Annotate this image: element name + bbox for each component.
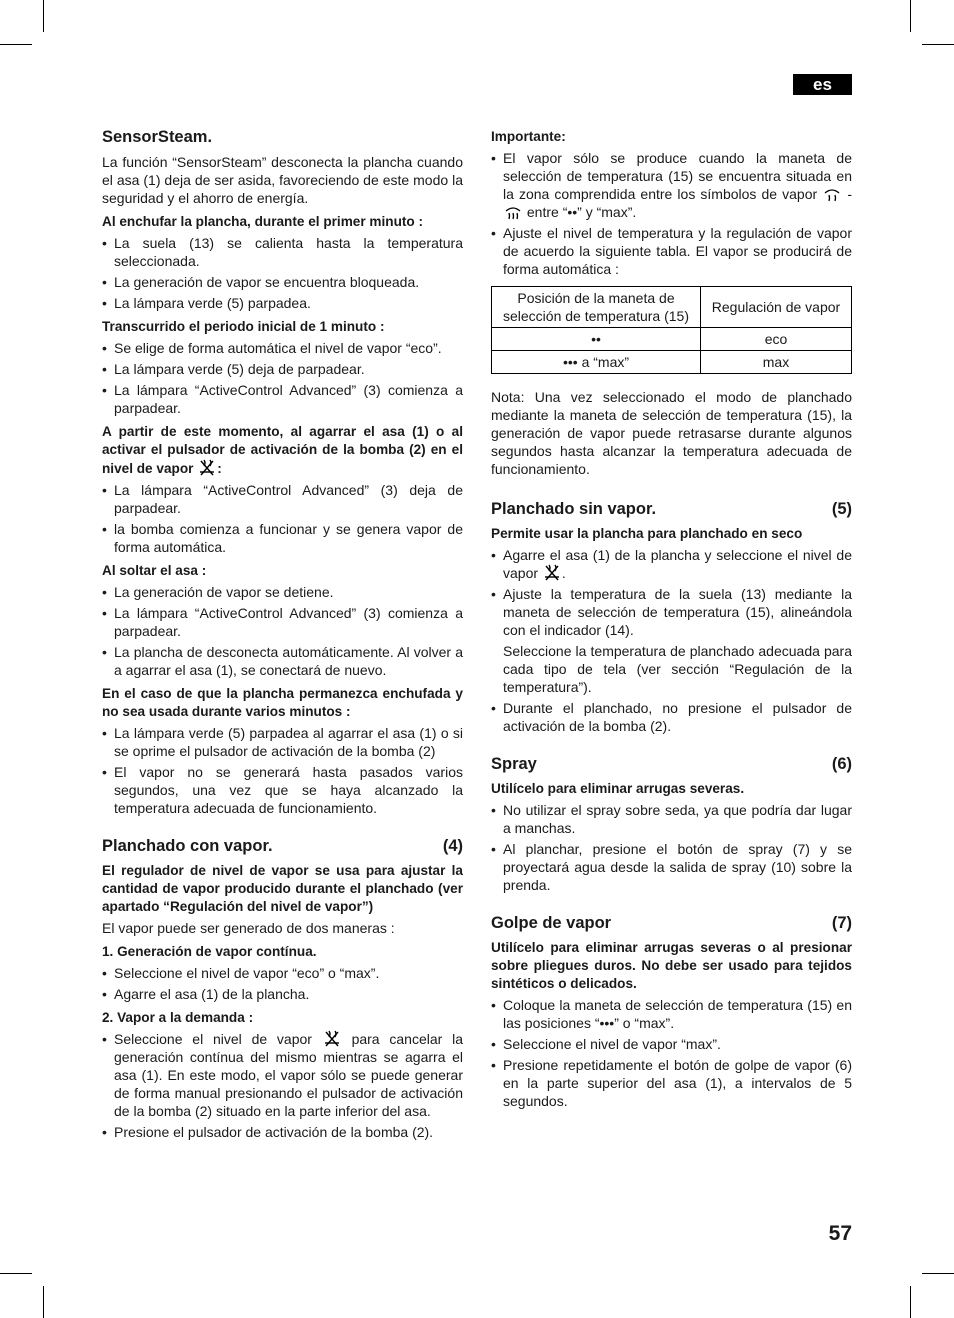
bullet-list <box>102 724 463 817</box>
bullet-list <box>102 583 463 679</box>
list-item: • Agarre el asa (1) de la plancha. <box>102 985 463 1003</box>
subheading: El regulador de nivel de vapor se usa para ajustar la cantidad de vapor producido durante el planchado (ver apartado “Regulación del nivel de vapor”) <box>102 863 463 914</box>
crop-mark <box>0 1273 32 1274</box>
list-item: • La lámpara verde (5) deja de parpadear. <box>102 360 463 378</box>
subheading: En el caso de que la plancha permanezca enchufada y no sea usada durante varios minutos : <box>102 686 463 719</box>
table-header-cell: Posición de la maneta de selección de temperatura (15) <box>492 287 701 328</box>
list-item: • la bomba comienza a funcionar y se genera vapor de forma automática. <box>102 520 463 556</box>
list-item-continuation: Seleccione la temperatura de planchado adecuada para cada tipo de tela (ver sección “Regulación de la temperatura”). <box>503 643 852 695</box>
crop-mark <box>43 0 44 32</box>
list-item: • El vapor sólo se produce cuando la maneta de selección de temperatura (15) se encuentra situada en la zona comprendida entre los símbolos de vapor - entre “••” y “max”. <box>491 149 852 221</box>
paragraph: La función “SensorSteam” desconecta la plancha cuando el asa (1) deja de ser asida, favoreciendo de este modo la seguridad y el ahorro de energía. <box>102 154 463 206</box>
list-item: • Seleccione el nivel de vapor para cancelar la generación contínua del mismo mientras se agarra el asa (1). En este modo, el vapor sólo se puede generar de forma manual presionando el pulsador de activación de la bomba (2) situado en la parte inferior del asa. <box>102 1030 463 1120</box>
table-header-row <box>492 287 852 328</box>
list-item: • La lámpara verde (5) parpadea. <box>102 294 463 312</box>
section-title-spray: Spray (6) <box>491 755 852 773</box>
crop-mark <box>910 1286 911 1318</box>
section-title-planchado-sin-vapor: Planchado sin vapor. (5) <box>491 500 852 518</box>
language-badge: es <box>793 74 852 95</box>
table-row <box>492 351 852 374</box>
table-cell: ••• a “max” <box>492 351 701 374</box>
list-item: • Durante el planchado, no presione el pulsador de activación de la bomba (2). <box>491 699 852 735</box>
right-column <box>491 126 852 1114</box>
section-title-golpe-de-vapor: Golpe de vapor (7) <box>491 914 852 932</box>
crop-mark <box>922 1273 954 1274</box>
crop-mark <box>43 1286 44 1318</box>
bullet-list <box>102 1030 463 1141</box>
list-item: • Presione repetidamente el botón de golpe de vapor (6) en la parte superior del asa (1), a intervalos de 5 segundos. <box>491 1056 852 1110</box>
list-item: • Seleccione el nivel de vapor “eco” o “max”. <box>102 964 463 982</box>
list-item: • Se elige de forma automática el nivel de vapor “eco”. <box>102 339 463 357</box>
list-item: • No utilizar el spray sobre seda, ya que podría dar lugar a manchas. <box>491 801 852 837</box>
bullet-list <box>491 149 852 278</box>
page-number: 57 <box>828 1222 852 1245</box>
left-column <box>102 126 463 1145</box>
subheading: Utilícelo para eliminar arrugas severas. <box>491 781 745 796</box>
crop-mark <box>910 0 911 32</box>
subheading: 1. Generación de vapor contínua. <box>102 944 317 959</box>
list-item: • La suela (13) se calienta hasta la temperatura seleccionada. <box>102 234 463 270</box>
table-cell: max <box>701 351 852 374</box>
list-item: • Al planchar, presione el botón de spray (7) y se proyectará agua desde la salida de spray (10) sobre la prenda. <box>491 840 852 894</box>
list-item: • Seleccione el nivel de vapor “max”. <box>491 1035 852 1053</box>
list-item: • La plancha de desconecta automáticamente. Al volver a a agarrar el asa (1), se conectará de nuevo. <box>102 643 463 679</box>
bullet-list <box>102 234 463 312</box>
list-item: • La lámpara verde (5) parpadea al agarrar el asa (1) o si se oprime el pulsador de activación de la bomba (2) <box>102 724 463 760</box>
bullet-list <box>491 996 852 1110</box>
table-cell: •• <box>492 328 701 351</box>
steam-low-icon <box>822 185 842 203</box>
table-row <box>492 328 852 351</box>
paragraph: El vapor puede ser generado de dos maneras : <box>102 920 395 936</box>
subheading: A partir de este momento, al agarrar el asa (1) o al activar el pulsador de activación de la bomba (2) en el nivel de vapor : <box>102 424 463 476</box>
subheading: Al soltar el asa : <box>102 563 207 578</box>
list-item: • La generación de vapor se encuentra bloqueada. <box>102 273 463 291</box>
list-item: • Ajuste el nivel de temperatura y la regulación de vapor de acuerdo la siguiente tabla. El vapor se producirá de forma automática : <box>491 224 852 278</box>
list-item: • La lámpara “ActiveControl Advanced” (3) comienza a parpadear. <box>102 381 463 417</box>
section-title-sensorsteam: SensorSteam. <box>102 128 213 146</box>
list-item: • Coloque la maneta de selección de temperatura (15) en las posiciones “•••” o “max”. <box>491 996 852 1032</box>
subheading: Permite usar la plancha para planchado en seco <box>491 526 803 541</box>
subheading: 2. Vapor a la demanda : <box>102 1010 254 1025</box>
subheading: Transcurrido el periodo inicial de 1 minuto : <box>102 319 385 334</box>
section-title-planchado-con-vapor: Planchado con vapor. (4) <box>102 837 463 855</box>
no-steam-icon <box>322 1030 342 1048</box>
list-item: • La lámpara “ActiveControl Advanced” (3) deja de parpadear. <box>102 481 463 517</box>
table-cell: eco <box>701 328 852 351</box>
list-item: • Ajuste la temperatura de la suela (13) mediante la maneta de selección de temperatura (15), alineándola con el indicador (14). Seleccione la temperatura de planchado adecuada para cada tipo de tela (ver sección “Regulación de la temperatura”). <box>491 585 852 696</box>
subheading: Al enchufar la plancha, durante el primer minuto : <box>102 214 424 229</box>
steam-high-icon <box>503 203 523 221</box>
no-steam-icon <box>197 459 217 477</box>
bullet-list <box>102 339 463 417</box>
bullet-list <box>102 964 463 1003</box>
subheading-importante: Importante: <box>491 129 566 144</box>
note-paragraph: Nota: Una vez seleccionado el modo de planchado mediante la maneta de selección de temperatura (15), la generación de vapor puede retrasarse durante algunos segundos hasta alcanzar la temperatura adecuada de funcionamiento. <box>491 389 852 477</box>
no-steam-icon <box>542 564 562 582</box>
list-item: • Agarre el asa (1) de la plancha y seleccione el nivel de vapor . <box>491 546 852 582</box>
bullet-list <box>491 801 852 894</box>
list-item: • La generación de vapor se detiene. <box>102 583 463 601</box>
bullet-list <box>102 481 463 556</box>
bullet-list <box>491 546 852 735</box>
crop-mark <box>0 44 32 45</box>
steam-regulation-table <box>491 286 852 374</box>
crop-mark <box>922 44 954 45</box>
subheading: Utilícelo para eliminar arrugas severas o al presionar sobre pliegues duros. No debe ser usado para tejidos sintéticos o delicados. <box>491 940 852 991</box>
list-item: • El vapor no se generará hasta pasados varios segundos, una vez que se haya alcanzado la temperatura adecuada de funcionamiento. <box>102 763 463 817</box>
list-item: • La lámpara “ActiveControl Advanced” (3) comienza a parpadear. <box>102 604 463 640</box>
list-item: • Presione el pulsador de activación de la bomba (2). <box>102 1123 463 1141</box>
table-header-cell: Regulación de vapor <box>701 287 852 328</box>
